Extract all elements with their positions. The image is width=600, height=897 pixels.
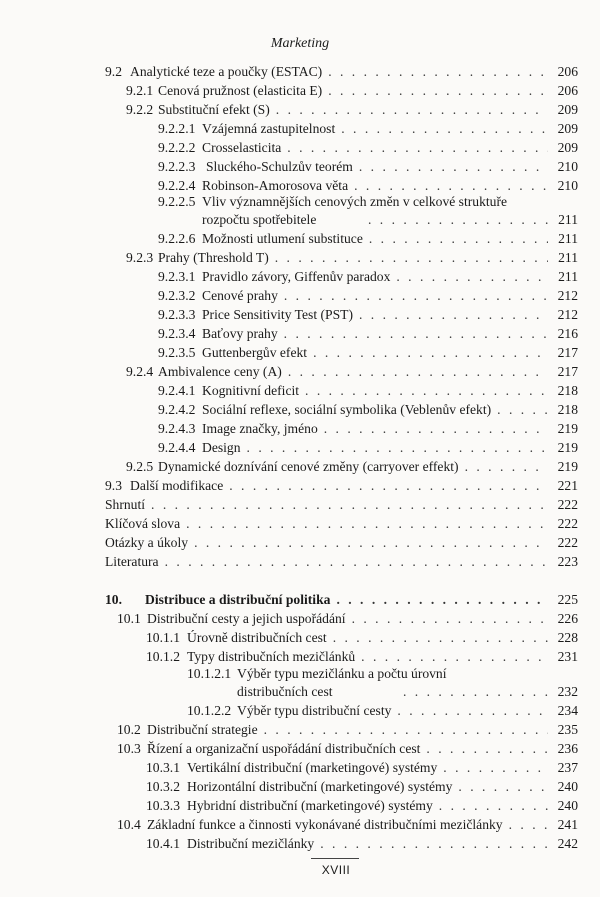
toc-entry-page: 218: [557, 383, 578, 398]
toc-entry-page: 206: [557, 64, 578, 79]
toc-entry[interactable]: [158, 345, 578, 361]
toc-entry[interactable]: [158, 440, 578, 456]
toc-entry-title: Výběr typu mezičlánku a počtu úrovní: [237, 666, 447, 681]
toc-entry-number: 9.2.3.4: [158, 326, 196, 341]
toc-entry-title: Cenové prahy: [202, 288, 278, 303]
dot-leader: [354, 178, 548, 194]
dot-leader: [509, 817, 548, 833]
toc-entry-number: 9.2.4.1: [158, 383, 196, 398]
toc-entry-page: 212: [557, 288, 578, 303]
dot-leader: [305, 383, 548, 399]
toc-entry[interactable]: [126, 102, 578, 118]
dot-leader: [247, 440, 548, 456]
toc-entry[interactable]: [158, 421, 578, 437]
toc-entry-page: 210: [557, 178, 578, 193]
toc-entry-title: Vzájemná zastupitelnost: [202, 121, 336, 136]
toc-entry-page: 240: [557, 798, 578, 813]
toc-entry[interactable]: [126, 250, 578, 266]
toc-entry-title: Hybridní distribuční (marketingové) systémy: [187, 798, 433, 813]
toc-entry-number: 9.3: [105, 478, 122, 493]
toc-entry-page: 240: [557, 779, 578, 794]
toc-entry[interactable]: [117, 722, 578, 738]
toc-entry-page: 232: [557, 684, 578, 699]
toc-entry[interactable]: [158, 269, 578, 285]
toc-entry[interactable]: [105, 64, 578, 80]
toc-entry-number: 9.2: [105, 64, 122, 79]
toc-entry-number: 9.2.3.5: [158, 345, 196, 360]
toc-entry[interactable]: [146, 836, 578, 852]
toc-entry-number: 9.2.2.1: [158, 121, 196, 136]
toc-entry-page: 228: [557, 630, 578, 645]
dot-leader: [275, 250, 548, 266]
toc-entry-number: 10.3.1: [146, 760, 180, 775]
toc-entry[interactable]: [158, 307, 578, 323]
toc-entry-number: 9.2.4: [126, 364, 154, 379]
toc-entry-page: 209: [557, 102, 578, 117]
toc-entry-number: 10.1: [117, 611, 141, 626]
toc-entry-number: 10.4.1: [146, 836, 180, 851]
toc-entry-number: 9.2.2.4: [158, 178, 196, 193]
toc-entry[interactable]: [105, 592, 578, 608]
toc-entry[interactable]: [158, 402, 578, 418]
toc-entry-title: Distribuce a distribuční politika: [145, 592, 331, 607]
toc-entry-page: 211: [558, 269, 578, 284]
toc-entry[interactable]: [105, 497, 578, 513]
toc-entry-title: Řízení a organizační uspořádání distribučních cest: [147, 741, 421, 756]
toc-entry-title: Prahy (Threshold T): [158, 250, 269, 265]
toc-entry-number: 9.2.2.3: [158, 159, 196, 174]
dot-leader: [287, 140, 548, 156]
toc-entry-title: Crosselasticita: [202, 140, 282, 155]
toc-entry[interactable]: [126, 459, 578, 475]
dot-leader: [284, 288, 548, 304]
toc-entry[interactable]: [158, 288, 578, 304]
toc-entry-number: 10.: [105, 592, 122, 607]
dot-leader: [313, 345, 548, 361]
toc-entry[interactable]: [105, 478, 578, 494]
toc-entry-number: 10.3.3: [146, 798, 180, 813]
toc-entry[interactable]: [158, 159, 578, 175]
toc-entry-title: Price Sensitivity Test (PST): [202, 307, 353, 322]
toc-entry-page: 242: [557, 836, 578, 851]
toc-entry-title: Analytické teze a poučky (ESTAC): [130, 64, 323, 79]
toc-entry-title: Základní funkce a činnosti vykonávané distribučními mezičlánky: [147, 817, 503, 832]
toc-entry[interactable]: [117, 741, 578, 757]
toc-entry[interactable]: [187, 666, 578, 682]
toc-entry-page: 212: [557, 307, 578, 322]
toc-entry-page: 236: [557, 741, 578, 756]
toc-entry-title: Kognitivní deficit: [202, 383, 300, 398]
toc-entry[interactable]: [146, 779, 578, 795]
toc-entry-title: Sociální reflexe, sociální symbolika (Veblenův efekt): [202, 402, 492, 417]
dot-leader: [341, 121, 548, 137]
toc-entry-page: 210: [557, 159, 578, 174]
toc-entry-title: Baťovy prahy: [202, 326, 278, 341]
toc-entry-number: 10.3.2: [146, 779, 180, 794]
toc-entry-number: 9.2.2: [126, 102, 154, 117]
dot-leader: [186, 516, 548, 532]
toc-entry-title: Další modifikace: [130, 478, 224, 493]
toc-entry-page: 222: [557, 535, 578, 550]
toc-entry-number: 9.2.5: [126, 459, 154, 474]
toc-entry[interactable]: [158, 194, 578, 210]
dot-leader: [426, 741, 548, 757]
dot-leader: [194, 535, 548, 551]
toc-entry-title: Typy distribučních mezičlánků: [187, 649, 356, 664]
dot-leader: [352, 611, 548, 627]
toc-entry-title: Dynamické doznívání cenové změny (carryover effekt): [158, 459, 459, 474]
toc-entry-page: 211: [558, 250, 578, 265]
dot-leader: [165, 554, 548, 570]
dot-leader: [359, 159, 548, 175]
toc-entry[interactable]: [158, 231, 578, 247]
toc-entry-page: 231: [557, 649, 578, 664]
toc-entry-title-continued: rozpočtu spotřebitele: [202, 212, 317, 227]
toc-entry[interactable]: [117, 611, 578, 627]
dot-leader: [397, 703, 548, 719]
toc-entry-title: Horizontální distribuční (marketingové) systémy: [187, 779, 453, 794]
toc-entry[interactable]: [158, 121, 578, 137]
toc-entry-page: 237: [557, 760, 578, 775]
toc-entry-title: Robinson-Amorosova věta: [202, 178, 349, 193]
toc-entry-title: Image značky, jméno: [202, 421, 318, 436]
dot-leader: [369, 231, 548, 247]
toc-entry-title: Sluckého-Schulzův teorém: [206, 159, 353, 174]
toc-entry-number: 10.4: [117, 817, 141, 832]
page-number: XVIII: [321, 863, 351, 877]
toc-entry-page: 225: [557, 592, 578, 607]
toc-entry-number: 9.2.3: [126, 250, 154, 265]
dot-leader: [276, 102, 548, 118]
toc-entry-leader-row: [362, 212, 578, 228]
toc-entry-title: Ambivalence ceny (A): [158, 364, 282, 379]
toc-entry-number: 10.2: [117, 722, 141, 737]
toc-entry-title: Distribuční strategie: [147, 722, 258, 737]
toc-entry-title: Cenová pružnost (elasticita E): [158, 83, 323, 98]
toc-entry[interactable]: [146, 649, 578, 665]
toc-entry-title: Literatura: [105, 554, 159, 569]
toc-entry-page: 209: [557, 140, 578, 155]
toc-entry-page: 223: [557, 554, 578, 569]
toc-entry[interactable]: [158, 383, 578, 399]
toc-entry[interactable]: [146, 798, 578, 814]
dot-leader: [151, 497, 548, 513]
dot-leader: [465, 459, 548, 475]
toc-entry-title: Shrnutí: [105, 497, 146, 512]
toc-entry-number: 9.2.4.4: [158, 440, 196, 455]
toc-entry[interactable]: [105, 554, 578, 570]
toc-entry-page: 209: [557, 121, 578, 136]
toc-entry-number: 9.2.4.3: [158, 421, 196, 436]
toc-entry-title: Otázky a úkoly: [105, 535, 189, 550]
toc-entry-page: 226: [557, 611, 578, 626]
dot-leader: [333, 630, 548, 646]
toc-entry-page: 206: [557, 83, 578, 98]
dot-leader: [288, 364, 548, 380]
toc-entry[interactable]: [158, 178, 578, 194]
dot-leader: [328, 64, 548, 80]
toc-entry-page: 221: [557, 478, 578, 493]
toc-entry-title: Výběr typu distribuční cesty: [237, 703, 392, 718]
toc-entry[interactable]: [126, 364, 578, 380]
toc-entry-page: 217: [557, 364, 578, 379]
toc-entry-number: 9.2.2.2: [158, 140, 196, 155]
toc-entry[interactable]: [117, 817, 578, 833]
toc-entry-page: 218: [557, 402, 578, 417]
toc-entry-title: Distribuční cesty a jejich uspořádání: [147, 611, 346, 626]
toc-entry-number: 10.3: [117, 741, 141, 756]
toc-entry-title: Design: [202, 440, 241, 455]
dot-leader: [497, 402, 548, 418]
dot-leader: [284, 326, 548, 342]
toc-entry-number: 10.1.2: [146, 649, 180, 664]
toc-entry-title: Klíčová slova: [105, 516, 181, 531]
dot-leader: [396, 269, 548, 285]
toc-entry-title: Možnosti utlumení substituce: [202, 231, 363, 246]
dot-leader: [443, 760, 548, 776]
toc-entry-page: 219: [557, 459, 578, 474]
toc-entry-number: 10.1.2.1: [187, 666, 232, 681]
toc-entry-leader-row: [397, 684, 578, 700]
toc-entry-number: 9.2.2.5: [158, 194, 196, 209]
toc-entry-title: Vertikální distribuční (marketingové) systémy: [187, 760, 438, 775]
toc-entry[interactable]: [105, 516, 578, 532]
toc-entry-title: Distribuční mezičlánky: [187, 836, 315, 851]
toc-entry-number: 9.2.3.3: [158, 307, 196, 322]
dot-leader: [320, 836, 548, 852]
running-header: Marketing: [270, 36, 330, 51]
toc-entry-number: 9.2.3.1: [158, 269, 196, 284]
dot-leader: [458, 779, 548, 795]
toc-entry-page: 217: [557, 345, 578, 360]
dot-leader: [359, 307, 548, 323]
dot-leader: [264, 722, 548, 738]
toc-entry[interactable]: [126, 83, 578, 99]
toc-entry-page: 241: [557, 817, 578, 832]
dot-leader: [328, 83, 548, 99]
toc-entry-number: 9.2.3.2: [158, 288, 196, 303]
toc-entry-number: 9.2.2.6: [158, 231, 196, 246]
toc-entry[interactable]: [187, 703, 578, 719]
toc-entry-number: 10.1.1: [146, 630, 180, 645]
toc-entry-number: 10.1.2.2: [187, 703, 232, 718]
toc-entry-number: 9.2.4.2: [158, 402, 196, 417]
toc-entry[interactable]: [105, 535, 578, 551]
toc-entry-title-continued: distribučních cest: [237, 684, 333, 699]
toc-entry[interactable]: [146, 760, 578, 776]
toc-entry-title: Úrovně distribučních cest: [187, 630, 327, 645]
toc-entry-title: Substituční efekt (S): [158, 102, 270, 117]
toc-entry[interactable]: [158, 326, 578, 342]
toc-entry-page: 234: [557, 703, 578, 718]
toc-entry-page: 222: [557, 497, 578, 512]
dot-leader: [368, 212, 548, 228]
toc-entry-page: 219: [557, 421, 578, 436]
toc-entry[interactable]: [158, 140, 578, 156]
toc-entry-title: Guttenbergův efekt: [202, 345, 308, 360]
toc-entry-title: Vliv významnějších cenových změn v celkové struktuře: [202, 194, 508, 209]
toc-entry[interactable]: [146, 630, 578, 646]
footer-rule: [311, 858, 359, 859]
toc-entry-page: 219: [557, 440, 578, 455]
toc-entry-page: 211: [558, 231, 578, 246]
dot-leader: [439, 798, 548, 814]
dot-leader: [324, 421, 548, 437]
toc-entry-page: 222: [557, 516, 578, 531]
dot-leader: [361, 649, 548, 665]
toc-entry-title: Pravidlo závory, Giffenův paradox: [202, 269, 391, 284]
dot-leader: [403, 684, 548, 700]
toc-entry-page: 216: [557, 326, 578, 341]
toc-entry-number: 9.2.1: [126, 83, 154, 98]
toc-entry-page: 211: [558, 212, 578, 227]
dot-leader: [229, 478, 548, 494]
dot-leader: [336, 592, 548, 608]
toc-entry-page: 235: [557, 722, 578, 737]
